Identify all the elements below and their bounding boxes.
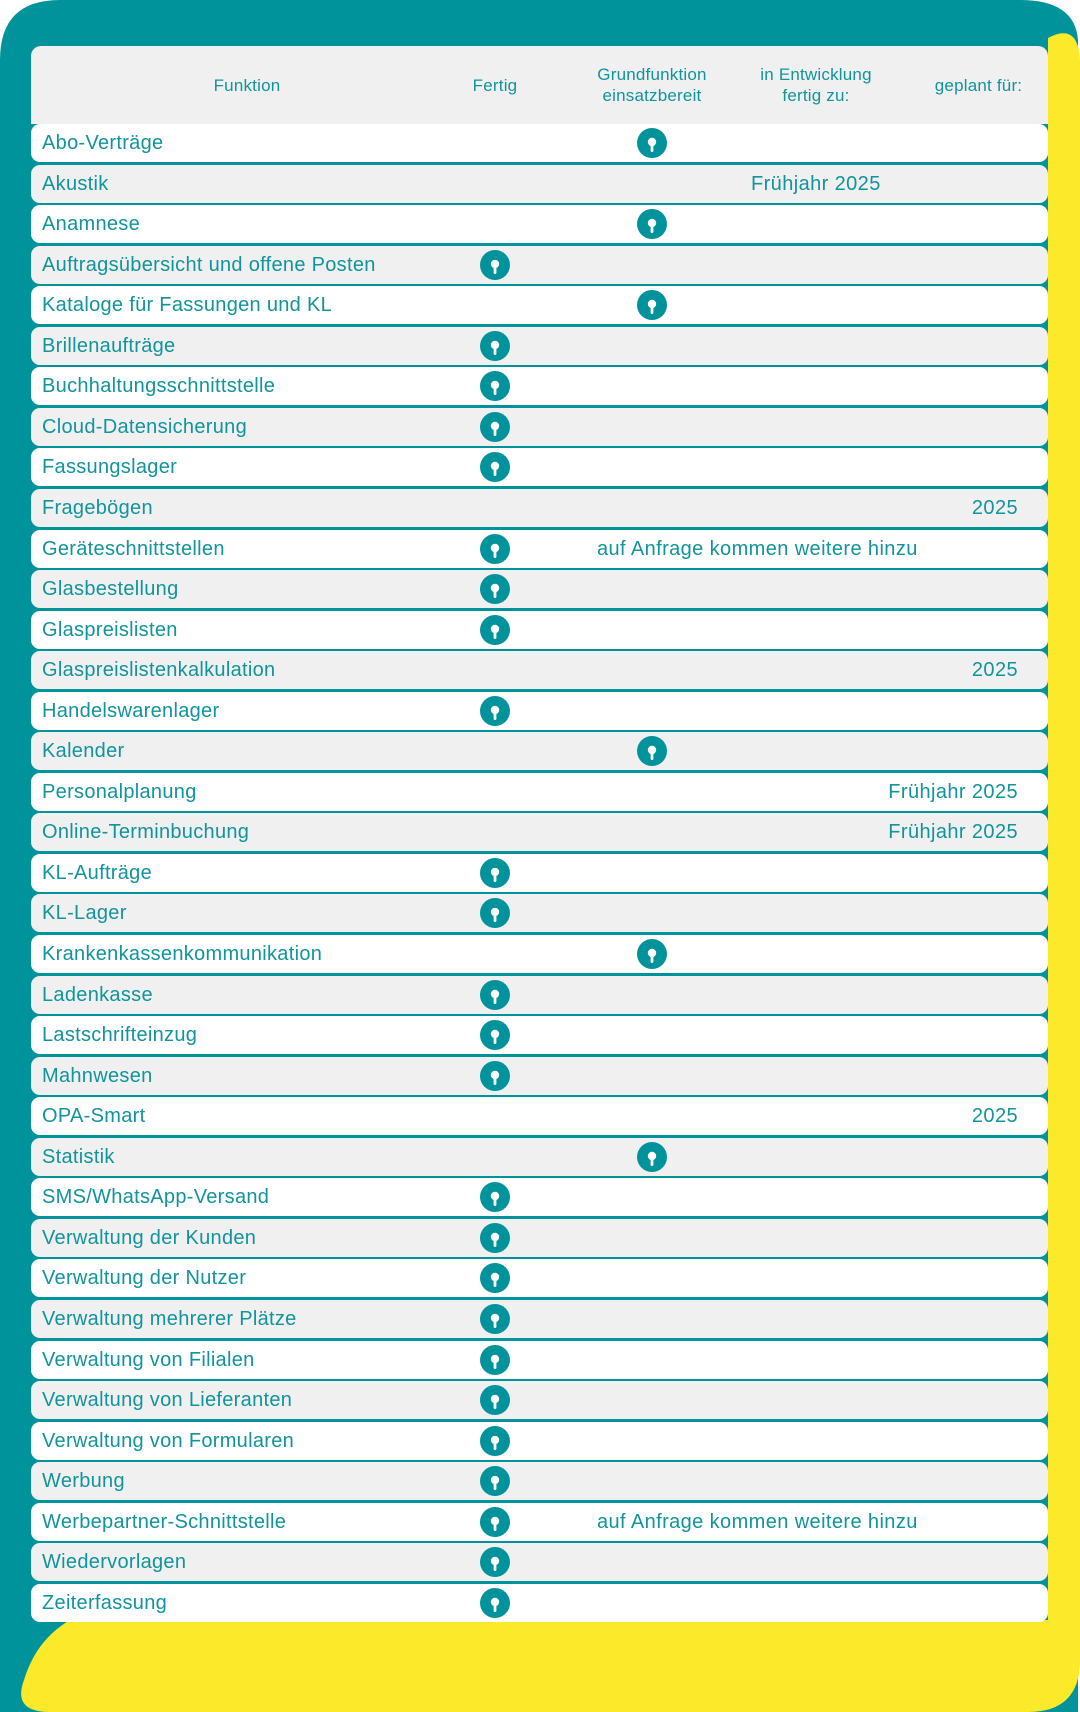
feature-name: Verwaltung von Filialen bbox=[42, 1348, 255, 1371]
feature-name: Krankenkassenkommunikation bbox=[42, 943, 323, 965]
check-dot-icon bbox=[480, 1345, 510, 1375]
check-dot-icon bbox=[480, 1263, 510, 1293]
geplant-date: 2025 bbox=[971, 496, 1018, 519]
feature-name: Mahnwesen bbox=[42, 1064, 153, 1087]
check-dot-icon bbox=[480, 574, 510, 604]
check-dot-icon bbox=[480, 1507, 510, 1537]
check-dot-icon bbox=[637, 939, 667, 969]
table-row bbox=[31, 854, 1048, 892]
table-row bbox=[31, 570, 1048, 608]
table-header bbox=[31, 46, 1048, 124]
check-dot-icon bbox=[480, 696, 510, 726]
feature-name: Anamnese bbox=[42, 213, 141, 236]
table-row bbox=[31, 1178, 1048, 1216]
table-row bbox=[31, 1219, 1048, 1257]
feature-name: Handelswarenlager bbox=[42, 699, 220, 722]
feature-name: Glaspreislistenkalkulation bbox=[42, 659, 276, 682]
feature-name: Personalplanung bbox=[42, 780, 197, 803]
table-row bbox=[31, 651, 1048, 689]
check-dot-icon bbox=[480, 534, 510, 564]
table-row bbox=[31, 1016, 1048, 1054]
feature-name: Kalender bbox=[42, 740, 125, 763]
feature-name: SMS/WhatsApp-Versand bbox=[42, 1186, 270, 1209]
feature-name: Akustik bbox=[42, 172, 109, 195]
table-row bbox=[31, 327, 1048, 365]
feature-name: Auftragsübersicht und offene Posten bbox=[42, 253, 376, 276]
check-dot-icon bbox=[480, 1223, 510, 1253]
feature-name: Online-Terminbuchung bbox=[42, 821, 250, 844]
check-dot-icon bbox=[637, 209, 667, 239]
table-row bbox=[31, 124, 1048, 162]
check-dot-icon bbox=[637, 1142, 667, 1172]
check-dot-icon bbox=[480, 1466, 510, 1496]
feature-name: Fassungslager bbox=[42, 456, 178, 479]
header-entwicklung: in Entwicklung fertig zu: bbox=[760, 65, 872, 105]
table-row bbox=[31, 611, 1048, 649]
geplant-date: 2025 bbox=[971, 659, 1018, 682]
check-dot-icon bbox=[480, 331, 510, 361]
feature-name: Buchhaltungsschnittstelle bbox=[42, 375, 276, 398]
check-dot-icon bbox=[637, 290, 667, 320]
table-row bbox=[31, 367, 1048, 405]
feature-name: Zeiterfassung bbox=[42, 1591, 168, 1614]
hinweis-text: auf Anfrage kommen weitere hinzu bbox=[597, 537, 918, 560]
geplant-date: 2025 bbox=[971, 1105, 1018, 1128]
table-row bbox=[31, 1422, 1048, 1460]
check-dot-icon bbox=[480, 1020, 510, 1050]
table-row bbox=[31, 1138, 1048, 1176]
feature-name: Statistik bbox=[42, 1145, 115, 1168]
feature-name: Werbepartner-Schnittstelle bbox=[42, 1510, 287, 1533]
table-row bbox=[31, 692, 1048, 730]
table-row bbox=[31, 1300, 1048, 1338]
feature-name: Verwaltung von Formularen bbox=[42, 1429, 295, 1452]
check-dot-icon bbox=[480, 412, 510, 442]
table-row bbox=[31, 732, 1048, 770]
table-row bbox=[31, 246, 1048, 284]
table-row bbox=[31, 530, 1048, 568]
hinweis-text: auf Anfrage kommen weitere hinzu bbox=[597, 1510, 918, 1533]
feature-name: Geräteschnittstellen bbox=[42, 537, 225, 560]
table-row bbox=[31, 1543, 1048, 1581]
feature-table bbox=[31, 46, 1048, 1614]
table-row bbox=[31, 773, 1048, 811]
table-row bbox=[31, 286, 1048, 324]
table-row bbox=[31, 408, 1048, 446]
feature-name: Fragebögen bbox=[42, 496, 153, 519]
feature-name: Kataloge für Fassungen und KL bbox=[42, 294, 333, 317]
feature-name: Brillenaufträge bbox=[42, 334, 176, 357]
check-dot-icon bbox=[480, 250, 510, 280]
feature-name: Ladenkasse bbox=[42, 983, 153, 1006]
check-dot-icon bbox=[480, 1385, 510, 1415]
feature-name: Werbung bbox=[42, 1470, 125, 1493]
feature-name: Abo-Verträge bbox=[42, 132, 164, 154]
feature-name: OPA-Smart bbox=[42, 1105, 146, 1128]
table-row bbox=[31, 976, 1048, 1014]
table-row bbox=[31, 935, 1048, 973]
table-row bbox=[31, 1259, 1048, 1297]
feature-name: Cloud-Datensicherung bbox=[42, 415, 248, 438]
table-row bbox=[31, 165, 1048, 203]
check-dot-icon bbox=[480, 1588, 510, 1618]
table-row bbox=[31, 1341, 1048, 1379]
check-dot-icon bbox=[637, 128, 667, 158]
feature-name: Verwaltung der Kunden bbox=[42, 1226, 257, 1249]
header-geplant: geplant für: bbox=[934, 75, 1023, 95]
feature-name: Verwaltung mehrerer Plätze bbox=[42, 1307, 297, 1330]
header-funktion: Funktion bbox=[213, 75, 281, 95]
table-row bbox=[31, 1503, 1048, 1541]
feature-name: KL-Lager bbox=[42, 902, 127, 925]
entwicklung-date: Frühjahr 2025 bbox=[751, 172, 881, 195]
check-dot-icon bbox=[480, 1061, 510, 1091]
geplant-date: Frühjahr 2025 bbox=[888, 821, 1018, 844]
table-row bbox=[31, 813, 1048, 851]
check-dot-icon bbox=[480, 371, 510, 401]
table-row bbox=[31, 1584, 1048, 1622]
check-dot-icon bbox=[637, 736, 667, 766]
check-dot-icon bbox=[480, 452, 510, 482]
header-fertig: Fertig bbox=[472, 75, 518, 95]
check-dot-icon bbox=[480, 1547, 510, 1577]
table-row bbox=[31, 448, 1048, 486]
table-row bbox=[31, 205, 1048, 243]
geplant-date: Frühjahr 2025 bbox=[888, 780, 1018, 803]
check-dot-icon bbox=[480, 858, 510, 888]
check-dot-icon bbox=[480, 615, 510, 645]
table-row bbox=[31, 489, 1048, 527]
check-dot-icon bbox=[480, 1182, 510, 1212]
feature-name: Verwaltung von Lieferanten bbox=[42, 1389, 293, 1412]
check-dot-icon bbox=[480, 1304, 510, 1334]
table-row bbox=[31, 1462, 1048, 1500]
header-grundfunktion: Grundfunktion einsatzbereit bbox=[597, 65, 707, 105]
table-row bbox=[31, 894, 1048, 932]
table-row bbox=[31, 1381, 1048, 1419]
table-row bbox=[31, 1057, 1048, 1095]
feature-name: Glaspreislisten bbox=[42, 618, 178, 641]
feature-name: Glasbestellung bbox=[42, 578, 179, 601]
feature-name: Wiedervorlagen bbox=[42, 1551, 187, 1574]
check-dot-icon bbox=[480, 1426, 510, 1456]
check-dot-icon bbox=[480, 898, 510, 928]
feature-name: Verwaltung der Nutzer bbox=[42, 1267, 247, 1290]
table-row bbox=[31, 1097, 1048, 1135]
feature-name: Lastschrifteinzug bbox=[42, 1024, 198, 1047]
check-dot-icon bbox=[480, 980, 510, 1010]
feature-name: KL-Aufträge bbox=[42, 861, 153, 884]
